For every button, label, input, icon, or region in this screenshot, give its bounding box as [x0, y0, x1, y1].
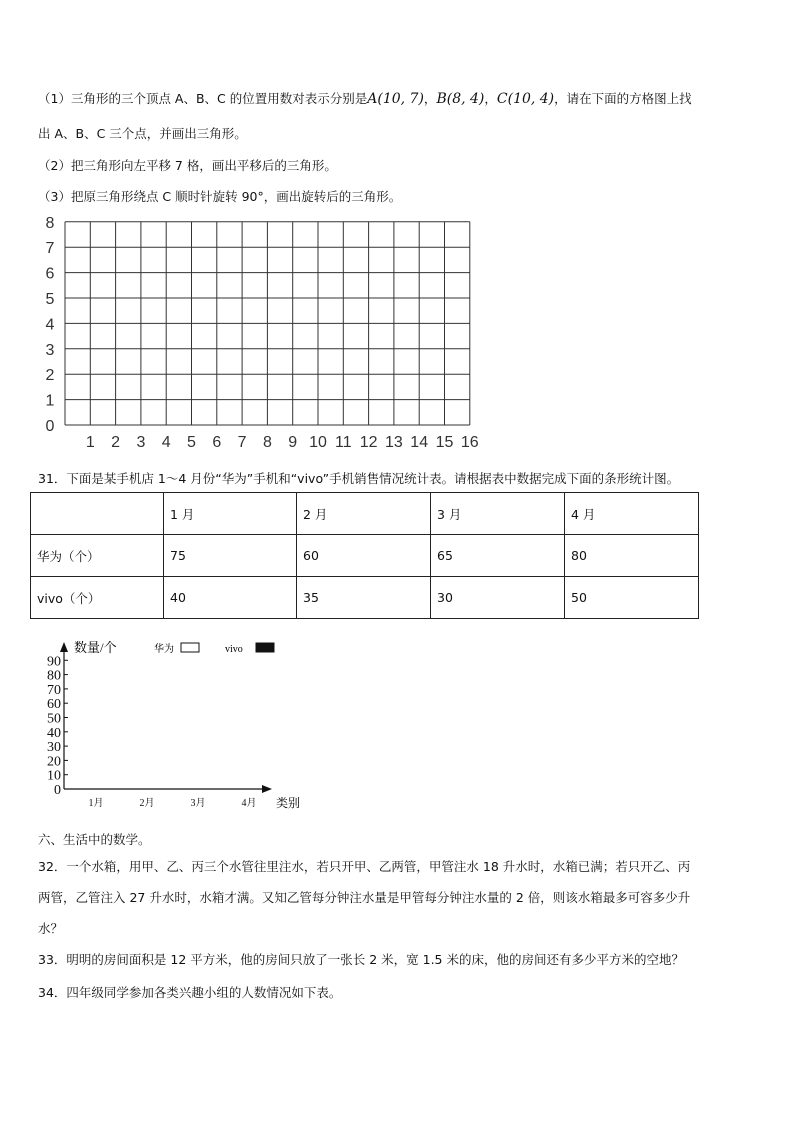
grid-y-label: 1 [45, 392, 55, 410]
q31-question: 31．下面是某手机店 1～4 月份“华为”手机和“vivo”手机销售情况统计表。请根据表中数据完成下面的条形统计图。 [38, 471, 680, 486]
chart-yticks [47, 654, 68, 798]
legend-swatch-vivo [256, 643, 274, 652]
sales-table [30, 492, 699, 619]
q30-part1-tail: ，请在下面的方格图上找 [554, 91, 692, 106]
grid-y-label: 4 [45, 316, 55, 334]
grid-lines [65, 222, 470, 425]
point-c: C(10, 4) [496, 91, 555, 107]
x-category-label: 2月 [139, 798, 155, 809]
grid-x-label: 8 [262, 434, 272, 451]
grid-y-label: 0 [45, 418, 55, 435]
point-a: A(10, 7) [367, 91, 424, 107]
table-header-row [31, 493, 699, 535]
y-tick-label: 50 [47, 711, 61, 727]
bar-chart[interactable] [36, 634, 306, 814]
y-axis-arrow [60, 642, 68, 652]
grid-x-label: 10 [309, 434, 327, 451]
grid-x-label: 4 [161, 434, 171, 451]
chart-axes [60, 642, 272, 793]
grid-y-label: 7 [45, 240, 55, 258]
grid-x-label: 7 [237, 434, 247, 451]
q33: 33．明明的房间面积是 12 平方米，他的房间只放了一张长 2 米，宽 1.5 米的床，他的房间还有多少平方米的空地？ [38, 952, 684, 967]
grid-x-label: 16 [460, 434, 479, 451]
chart-xlabel: 类别 [276, 796, 301, 810]
q30-part1-line2: 出 A、B、C 三个点，并画出三角形。 [38, 126, 247, 141]
q30-part1-text: （1）三角形的三个顶点 A、B、C 的位置用数对表示分别是 [38, 91, 368, 106]
grid-x-label: 12 [359, 434, 378, 451]
legend-label-vivo: vivo [225, 644, 243, 655]
y-tick-label: 40 [47, 725, 61, 741]
table-cell: 65 [431, 535, 565, 577]
grid-y-labels [46, 215, 55, 435]
y-tick-label: 0 [54, 783, 61, 798]
grid-x-label: 9 [288, 434, 298, 451]
grid-x-label: 14 [410, 434, 429, 451]
row-label: vivo（个） [31, 577, 164, 619]
header-cell: 4 月 [565, 493, 699, 535]
grid-y-label: 2 [45, 367, 55, 385]
legend-label-huawei: 华为 [154, 644, 174, 655]
grid-y-label: 8 [45, 214, 55, 232]
y-tick-label: 70 [47, 682, 61, 698]
row-label: 华为（个） [31, 535, 164, 577]
table-cell: 75 [164, 535, 297, 577]
table-cell: 35 [297, 577, 431, 619]
grid-x-label: 15 [435, 434, 454, 451]
grid-y-label: 6 [45, 265, 55, 283]
q32-line3: 水？ [38, 921, 64, 936]
grid-x-label: 2 [111, 434, 121, 451]
sep-2: ， [484, 91, 497, 106]
q30-part3: （3）把原三角形绕点 C 顺时针旋转 90°，画出旋转后的三角形。 [38, 189, 402, 204]
grid-x-label: 3 [136, 434, 146, 451]
header-cell: 1 月 [164, 493, 297, 535]
header-cell: 2 月 [297, 493, 431, 535]
header-cell: 3 月 [431, 493, 565, 535]
x-axis-arrow [262, 785, 272, 793]
table-row [31, 535, 699, 577]
chart-ylabel: 数量/个 [74, 640, 117, 655]
sep-1: ， [423, 91, 437, 106]
y-tick-label: 60 [47, 697, 61, 713]
y-tick-label: 10 [47, 768, 61, 784]
legend-swatch-huawei [181, 643, 199, 652]
y-tick-label: 20 [47, 754, 61, 770]
table-cell: 50 [565, 577, 699, 619]
grid-x-label: 11 [334, 434, 352, 451]
x-category-label: 3月 [190, 798, 206, 809]
grid-x-label: 13 [385, 434, 403, 451]
y-tick-label: 90 [47, 654, 61, 670]
header-cell [31, 493, 164, 535]
x-category-label: 1月 [88, 798, 104, 809]
grid-x-label: 6 [212, 434, 222, 451]
chart-xcats [89, 797, 257, 809]
grid-y-label: 5 [45, 291, 55, 308]
q30-part2: （2）把三角形向左平移 7 格，画出平移后的三角形。 [38, 158, 337, 173]
grid-y-label: 3 [45, 341, 55, 359]
y-tick-label: 80 [47, 668, 61, 684]
q32-line1: 32．一个水箱，用甲、乙、丙三个水管往里注水，若只开甲、乙两管，甲管注水 18 升水时，水箱已满；若只开乙、丙 [38, 859, 691, 874]
grid-x-label: 5 [187, 434, 196, 451]
table-cell: 60 [297, 535, 431, 577]
q30-part1-line1 [38, 89, 692, 107]
table-row [31, 577, 699, 619]
x-category-label: 4月 [241, 798, 257, 809]
section6-heading: 六、生活中的数学。 [38, 832, 151, 847]
grid-x-labels [86, 434, 479, 451]
point-b: B(8, 4) [436, 91, 485, 107]
q32-line2: 两管，乙管注入 27 升水时，水箱才满。又知乙管每分钟注水量是甲管每分钟注水量的 2 倍，则该水箱最多可容多少升 [38, 890, 691, 905]
table-cell: 40 [164, 577, 297, 619]
q34: 34．四年级同学参加各类兴趣小组的人数情况如下表。 [38, 985, 342, 1000]
coordinate-grid[interactable] [40, 213, 510, 453]
table-cell: 30 [431, 577, 565, 619]
grid-x-label: 1 [85, 434, 95, 451]
y-tick-label: 30 [47, 740, 61, 756]
table-cell: 80 [565, 535, 699, 577]
